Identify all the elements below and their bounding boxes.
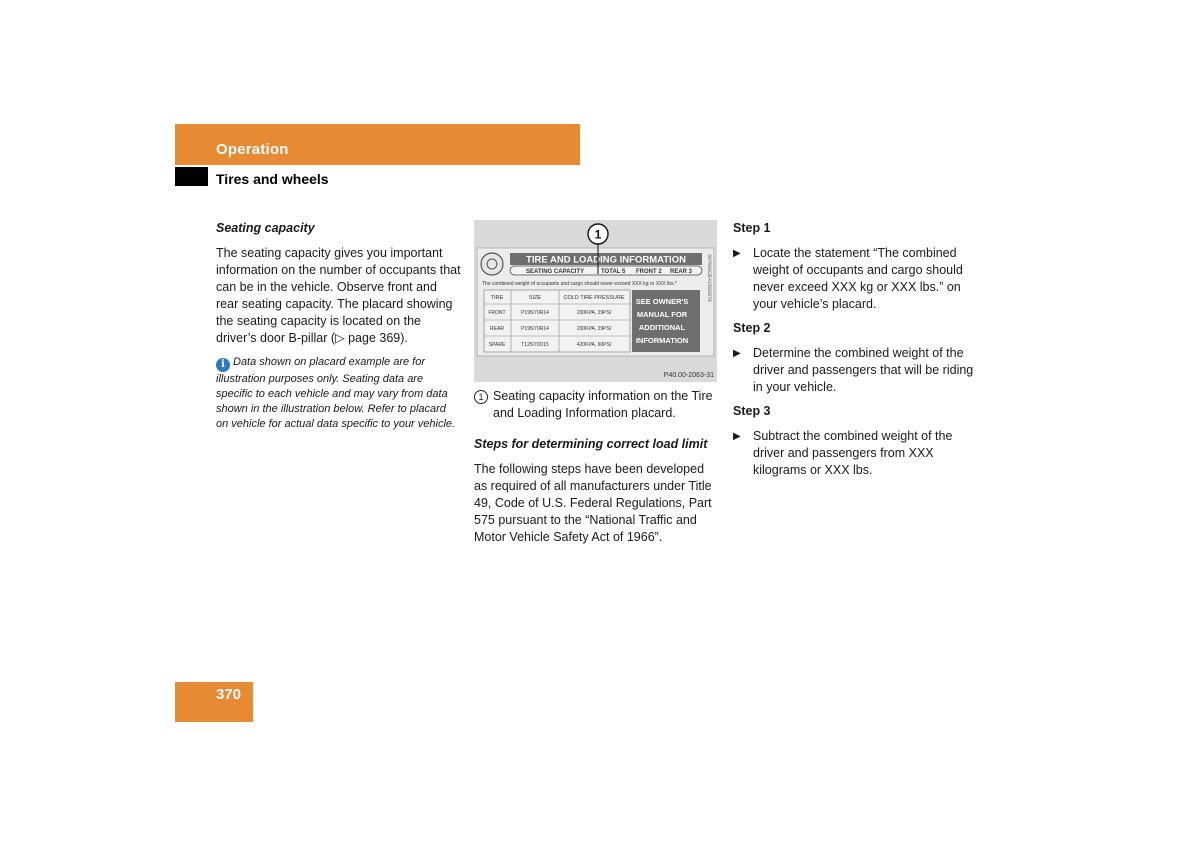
column-steps	[733, 220, 983, 486]
load-limit-body: The following steps have been developed as required of all manufacturers under Title 49, Code of U.S. Federal Regulations, Part 575 pursuant to the “National Traffic and Motor Vehicle Safety Act of 1966”.	[474, 462, 712, 544]
triangle-right-icon: ▶	[733, 348, 741, 359]
placard-row-front-size: P195/70R14	[521, 310, 549, 316]
caption-number: 1	[474, 390, 488, 404]
section-title: Tires and wheels	[216, 171, 329, 187]
placard-row-rear-pressure: 200KPA, 29PSI	[576, 326, 612, 332]
page-number-box	[175, 682, 253, 722]
placard-row-spare-pressure: 420KPA, 60PSI	[576, 342, 612, 348]
figure-caption	[474, 388, 719, 422]
placard-manual-line-1: SEE OWNER'S	[635, 297, 689, 306]
triangle-right-icon: ▶	[733, 431, 741, 442]
placard-header-size: SIZE	[528, 295, 542, 301]
step-2-item	[733, 345, 983, 396]
placard-row-rear-size: P195/70R14	[521, 326, 549, 332]
section-marker	[175, 167, 208, 186]
page-number: 370	[216, 686, 242, 703]
chapter-title: Operation	[216, 141, 289, 158]
tire-symbol-icon	[481, 253, 503, 275]
placard-manual-line-2: MANUAL FOR	[636, 310, 688, 319]
placard-statement: The combined weight of occupants and cargo should never exceed XXX kg or XXX lbs.*	[482, 281, 677, 287]
step-3-text: Subtract the combined weight of the driver and passengers from XXX kilograms or XXX lbs.	[753, 429, 953, 477]
step-3-item	[733, 428, 983, 479]
figure-reference: P40.00-2063-31	[663, 372, 714, 379]
placard-row-front-label: FRONT	[488, 310, 506, 316]
placard-row-spare-label: SPARE	[488, 342, 506, 348]
placard-row-spare-size: T125/70D15	[521, 342, 549, 348]
step-2-heading: Step 2	[733, 321, 771, 335]
load-limit-heading: Steps for determining correct load limit	[474, 437, 708, 451]
seating-capacity-heading: Seating capacity	[216, 221, 315, 235]
triangle-right-icon: ▶	[733, 248, 741, 259]
step-3-heading: Step 3	[733, 404, 771, 418]
placard-front: FRONT 2	[636, 269, 662, 275]
placard-header-tire: TIRE	[490, 295, 504, 301]
placard-header-pressure: COLD TIRE PRESSURE	[563, 295, 625, 301]
tire-loading-placard-illustration	[474, 220, 717, 382]
placard-rear: REAR 3	[670, 269, 693, 275]
placard-manual-line-4: INFORMATION	[635, 336, 689, 345]
info-note	[216, 355, 461, 432]
info-note-text: Data shown on placard example are for illustration purposes only. Seating data are specific to each vehicle and may vary from data shown in the illustration below. Refer to placard on vehicle for actual data specific to your vehicle.	[216, 356, 456, 430]
placard-row-rear-label: REAR	[490, 326, 504, 332]
placard-row-front-pressure: 200KPA, 29PSI	[576, 310, 612, 316]
placard-figure	[474, 220, 717, 382]
step-1-text: Locate the statement “The combined weight of occupants and cargo should never exceed XXX kg or XXX lbs.” on your vehicle’s placard.	[753, 246, 963, 311]
placard-total: TOTAL 5	[601, 269, 626, 275]
column-figure	[474, 220, 719, 554]
callout-1-number: 1	[594, 227, 602, 242]
step-1-item	[733, 245, 983, 313]
info-icon: i	[216, 358, 230, 372]
placard-title: TIRE AND LOADING INFORMATION	[526, 254, 686, 266]
column-seating-capacity	[216, 220, 461, 432]
placard-manual-line-3: ADDITIONAL	[638, 323, 686, 332]
seating-capacity-body: The seating capacity gives you important information on the number of occupants that can be in the vehicle. Observe front and rear seating capacity. The placard showing the seating capacity is located on the driver’s door B-pillar (▷ page 369).	[216, 246, 461, 345]
placard-side-code: 3070A02E41582876	[706, 254, 712, 303]
step-2-text: Determine the combined weight of the driver and passengers that will be riding in your vehicle.	[753, 346, 974, 394]
placard-seating-label: SEATING CAPACITY	[526, 269, 585, 275]
caption-text: Seating capacity information on the Tire and Loading Information placard.	[493, 389, 713, 420]
step-1-heading: Step 1	[733, 221, 771, 235]
